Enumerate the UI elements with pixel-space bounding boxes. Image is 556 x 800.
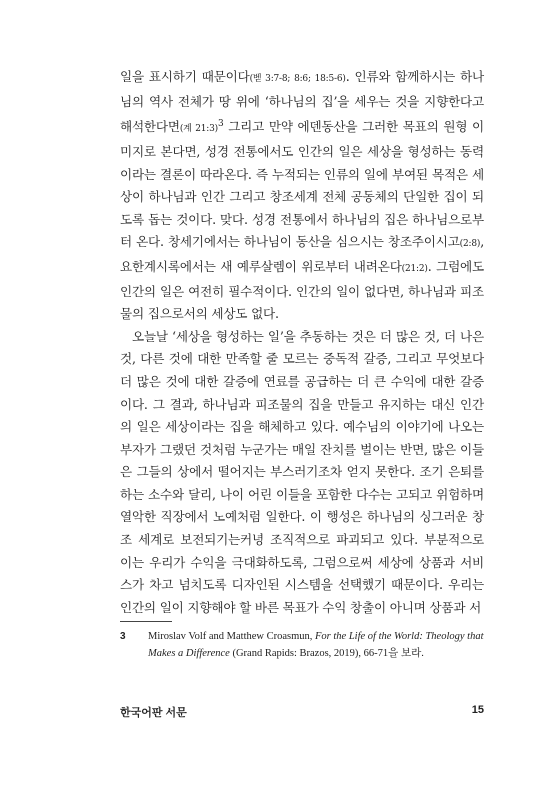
footnote [120, 628, 484, 662]
footnote-publication: (Grand Rapids: Brazos, 2019), 66-71을 보라. [229, 648, 424, 659]
footnote-authors: Miroslav Volf and Matthew Croasmun, [148, 631, 316, 642]
scripture-reference: (계 21:3) [179, 124, 218, 135]
running-footer-title: 한국어판 서문 [120, 707, 187, 719]
paragraph-text: . 그럼에도 인간의 일은 여전히 필수적이다. 인간의 일이 없다면, 하나님과 피조물의 집으로서의 세상도 없다. [120, 258, 484, 322]
paragraph-text: . 인류와 함께하시는 하나님의 역사 전체가 땅 위에 ‘하나님의 집’을 세우는 것을 지향한다고 해석한다면 [120, 69, 484, 135]
paragraph-2: 오늘날 ‘세상을 형성하는 일’을 추동하는 것은 더 많은 것, 더 나은 것, 다른 것에 대한 만족할 줄 모르는 중독적 갈증, 그리고 무엇보다 더 많은 것에 대한 갈증에 연료를 공급하는 더 큰 수익에 대한 갈증이다. 그 결과, 하나님과 피조물의 집을 만들고 유지하는 대신 인간의 일은 세상이라는 집을 해체하고 있다. 예수님의 이야기에 나오는 부자가 그랬던 것처럼 누군가는 매일 잔치를 벌이는 반면, 많은 이들은 그들의 상에서 떨어지는 부스러기조차 얻지 못한다. 조기 은퇴를 하는 소수와 달리, 나이 어린 이들을 포함한 다수는 고되고 위험하며 열악한 직장에서 노예처럼 일한다. 이 행성은 하나님의 싱그러운 창조 세계로 보전되기는커녕 조직적으로 파괴되고 있다. 부분적으로 이는 우리가 수익을 극대화하도록, 그럼으로써 세상에 상품과 서비스가 차고 넘치도록 디자인된 시스템을 선택했기 때문이다. 우리는 인간의 일이 지향해야 할 바른 목표가 수익 창출이 아니며 상품과 서 [120, 328, 484, 615]
body-text [120, 66, 484, 619]
paragraph-text: , 요한계시록에서는 새 예루살렘이 위로부터 내려온다 [120, 234, 484, 274]
footnote-divider [120, 621, 172, 622]
footnote-number: 3 [120, 631, 126, 642]
footnote-book-title: For the Life of the World: Theology that Makes a Difference [148, 631, 484, 659]
paragraph-text: 그리고 만약 에덴동산을 그러한 목표의 원형 이미지로 본다면, 성경 전통에서도 인간의 일은 세상을 형성하는 동력이라는 결론이 따라온다. 즉 누적되는 인류의 일에 부여된 목적은 세상이 하나님과 인간 그리고 창조세계 전체 공동체의 단일한 집이 되도록 돕는 것이다. 맞다. 성경 전통에서 하나님의 집은 하나님으로부터 온다. 창세기에서는 하나님이 동산을 심으시는 창조주이시고 [120, 119, 484, 250]
scripture-reference: (2:8) [459, 239, 481, 250]
paragraph-text: 일을 표시하기 때문이다 [120, 69, 250, 84]
scripture-reference: (21:2) [401, 263, 428, 274]
footnote-text [148, 628, 484, 662]
footnote-marker[interactable]: 3 [217, 119, 224, 130]
paragraph-1 [120, 66, 484, 326]
page-number: 15 [471, 704, 484, 716]
scripture-reference: (벧 3:7-8; 8:6; 18:5-6) [249, 74, 346, 84]
